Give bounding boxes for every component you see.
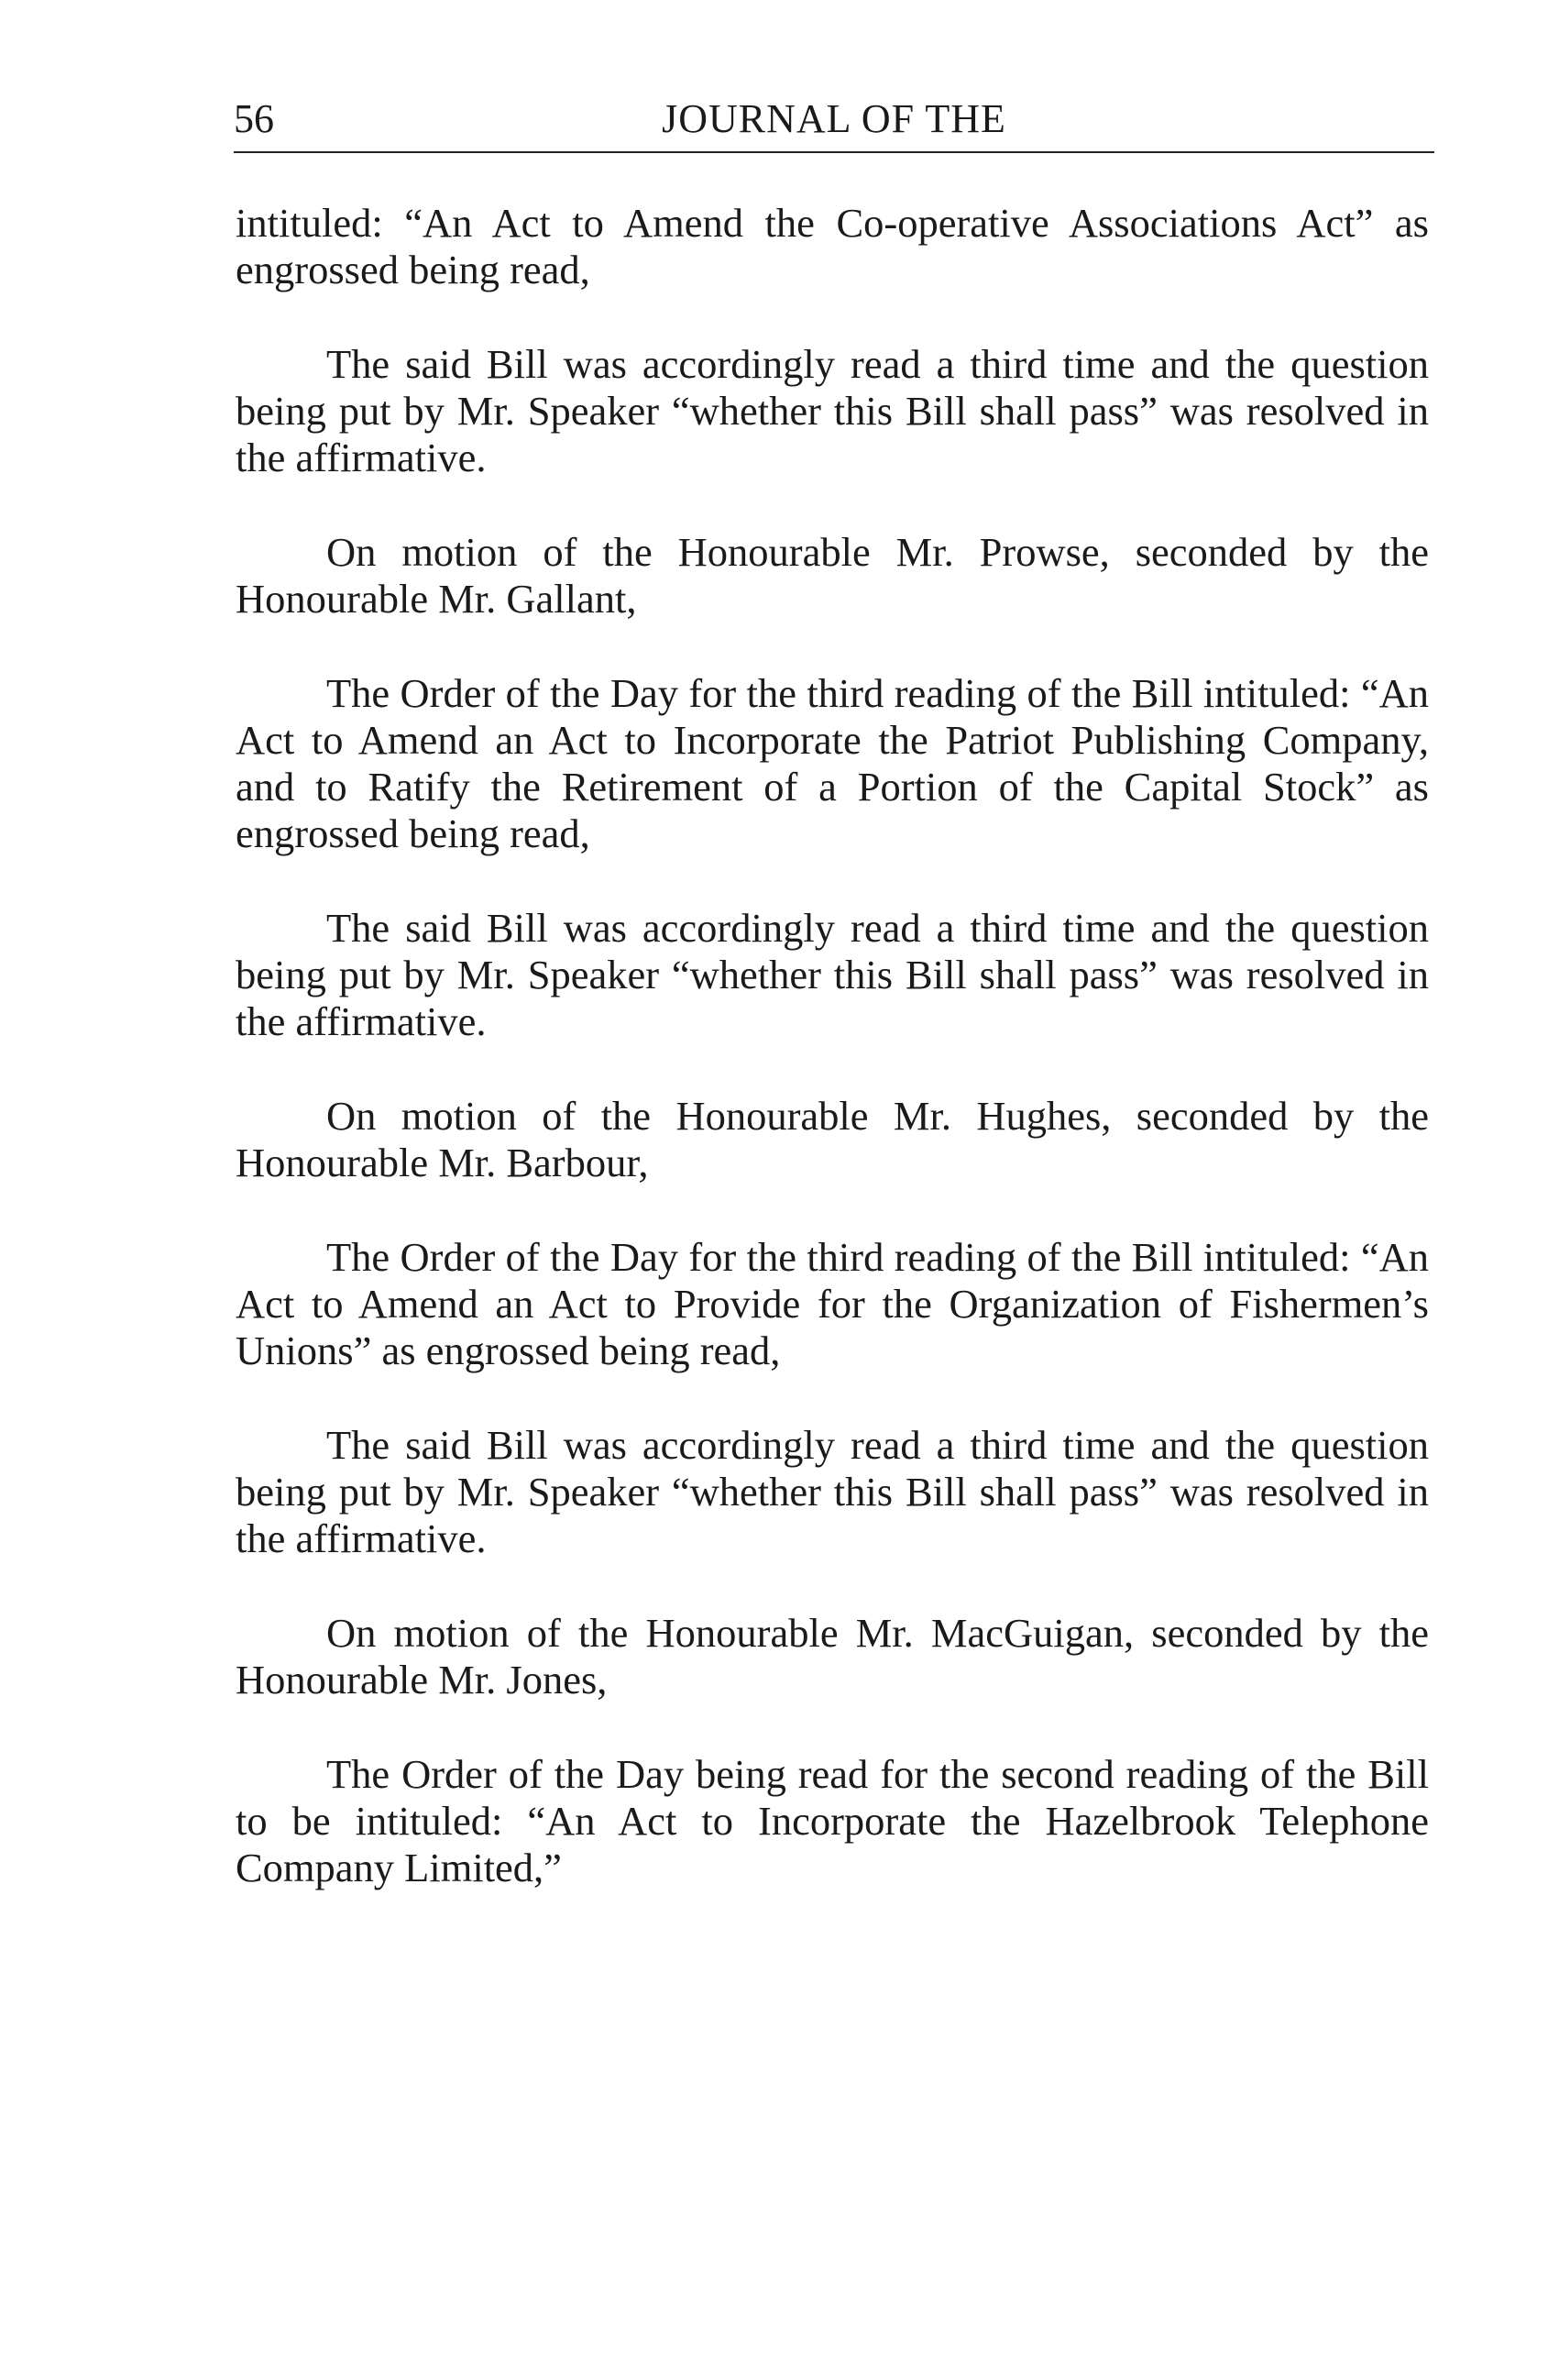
page-number: 56: [234, 96, 274, 141]
paragraph-motion: On motion of the Honourable Mr. Prowse, seconded by the Honourable Mr. Gallant,: [236, 529, 1429, 622]
running-title: JOURNAL OF THE: [662, 96, 1006, 141]
journal-body: [236, 200, 1429, 1939]
paragraph-order-of-day: The Order of the Day for the third reading of the Bill intituled: “An Act to Amend an Act to Provide for the Organization of Fishermen’s Unions” as engrossed being read,: [236, 1234, 1429, 1373]
paragraph-order-of-day: The Order of the Day being read for the second reading of the Bill to be intituled: “An Act to Incorporate the Hazelbrook Telephone Company Limited,”: [236, 1751, 1429, 1890]
paragraph-bill-passed: The said Bill was accordingly read a third time and the question being put by Mr. Speaker “whether this Bill shall pass” was resolved in the affirmative.: [236, 341, 1429, 480]
paragraph-bill-passed: The said Bill was accordingly read a third time and the question being put by Mr. Speaker “whether this Bill shall pass” was resolved in the affirmative.: [236, 905, 1429, 1044]
running-header: [234, 87, 1434, 153]
paragraph-continuation: intituled: “An Act to Amend the Co-operative Associations Act” as engrossed being read,: [236, 200, 1429, 292]
paragraph-bill-passed: The said Bill was accordingly read a third time and the question being put by Mr. Speaker “whether this Bill shall pass” was resolved in the affirmative.: [236, 1422, 1429, 1561]
paragraph-motion: On motion of the Honourable Mr. MacGuigan, seconded by the Honourable Mr. Jones,: [236, 1610, 1429, 1702]
paragraph-motion: On motion of the Honourable Mr. Hughes, seconded by the Honourable Mr. Barbour,: [236, 1093, 1429, 1185]
paragraph-order-of-day: The Order of the Day for the third reading of the Bill intituled: “An Act to Amend an Act to Incorporate the Patriot Publishing Company, and to Ratify the Retirement of a Portion of the Capital Stock” as engrossed being read,: [236, 670, 1429, 856]
